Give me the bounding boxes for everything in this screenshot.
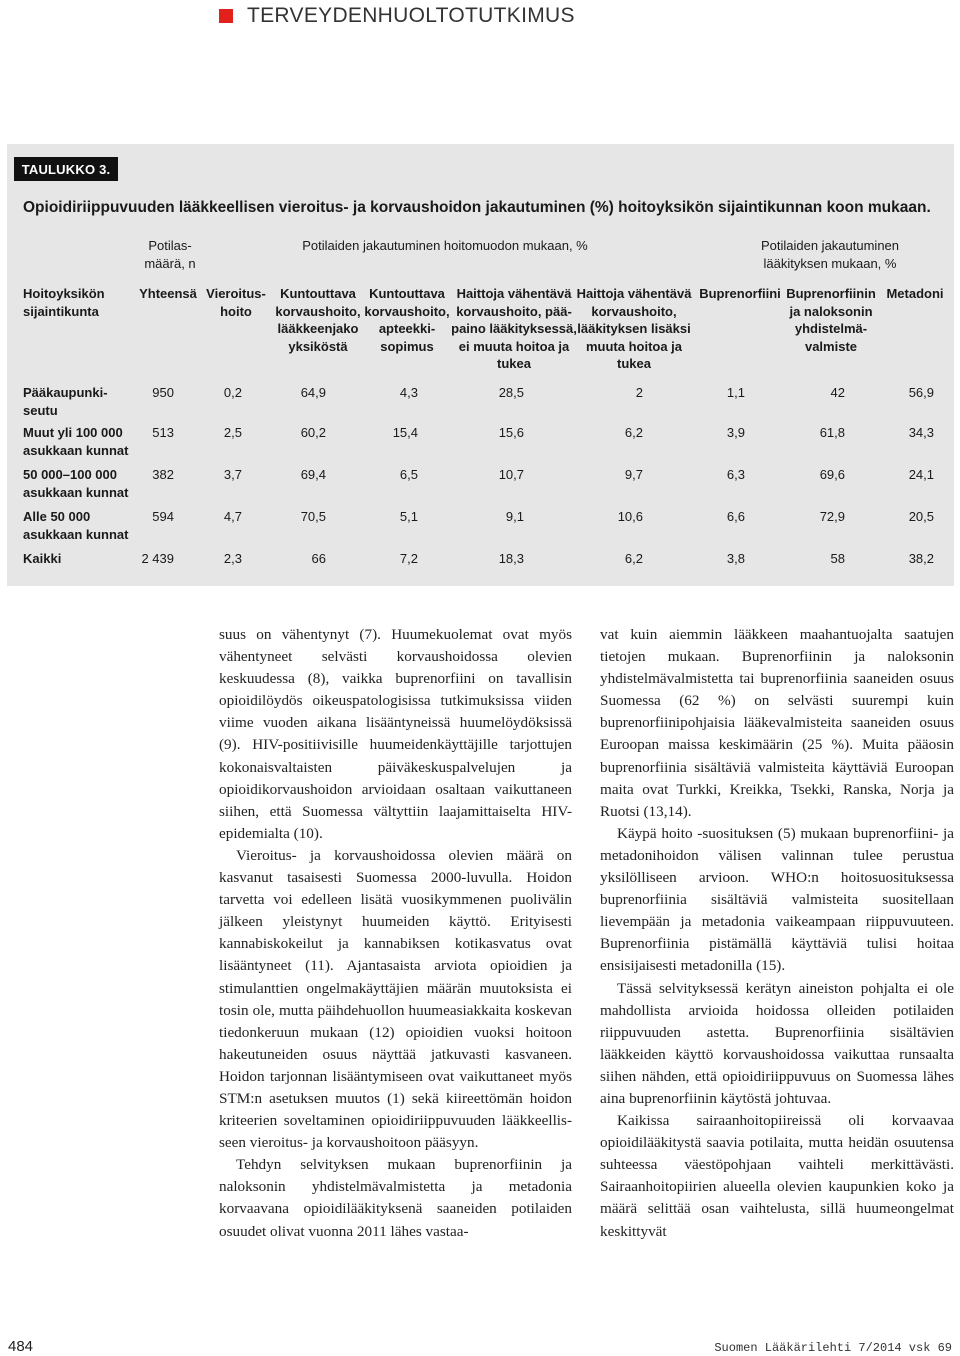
header-count: Potilas- määrä, n <box>144 238 196 271</box>
cell-detox: 2,5 <box>223 425 242 440</box>
row-label: Alle 50 000 asukkaan kunnat <box>23 509 129 542</box>
cell-buprenorphine: 6,6 <box>726 509 745 524</box>
cell-methadone: 34,3 <box>908 425 934 440</box>
cell-detox: 2,3 <box>223 551 242 566</box>
cell-methadone: 56,9 <box>908 385 934 400</box>
section-marker-icon <box>219 9 233 23</box>
cell-buprenorphine-naloxone: 58 <box>830 551 845 566</box>
section-title: TERVEYDENHUOLTOTUTKIMUS <box>247 4 575 27</box>
cell-buprenorphine-naloxone: 72,9 <box>819 509 845 524</box>
cell-rehab-doctor: 70,5 <box>300 509 326 524</box>
cell-buprenorphine: 3,9 <box>726 425 745 440</box>
cell-detox: 0,2 <box>223 385 242 400</box>
cell-harm-other: 9,7 <box>624 467 643 482</box>
column-header-buprenorphine: Buprenorfiini <box>699 286 781 301</box>
column-header-rehab-doctor: Kuntouttava korvaushoito, lääkkeenjako yksiköstä <box>275 286 361 354</box>
column-header-harm-reduction-other: Haittoja vähentävä korvaushoito, lääkityksen lisäksi muuta hoitoa ja tukea <box>576 286 692 371</box>
table-title: Opioidiriippuvuuden lääkkeellisen vieroitus- ja korvaushoidon jakautuminen (%) hoitoyksikön sijaintikunnan koon mukaan. <box>23 199 931 216</box>
header-medication: Potilaiden jakautuminen lääkityksen mukaan, % <box>760 238 900 271</box>
cell-rehab-doctor: 64,9 <box>300 385 326 400</box>
cell-detox: 3,7 <box>223 467 242 482</box>
header-treatment: Potilaiden jakautuminen hoitomuodon mukaan, % <box>302 238 588 253</box>
cell-buprenorphine-naloxone: 69,6 <box>819 467 845 482</box>
cell-rehab-pharmacy: 15,4 <box>392 425 418 440</box>
cell-harm-other: 6,2 <box>624 551 643 566</box>
cell-harm-medication: 18,3 <box>498 551 524 566</box>
table-label: TAULUKKO 3. <box>14 157 118 181</box>
paragraph: Kaikissa sairaanhoitopiireissä oli korvaavaa opioidilääkitystä saavia potilaita, mutta heidän osuutensa suhteessa väestöpohjaan vaihteli merkittävästi. Sairaanhoitopiirien alueella olevien kaupunkien koko ja määrä selittää osan vaihtelusta, sillä huumeongelmat keskittyvät <box>600 1112 954 1240</box>
cell-buprenorphine-naloxone: 42 <box>830 385 845 400</box>
cell-buprenorphine: 3,8 <box>726 551 745 566</box>
column-header-rehab-pharmacy: Kuntouttava korvaushoito, apteekki- sopimus <box>364 286 450 354</box>
article-column-right <box>600 624 954 1243</box>
row-label: Muut yli 100 000 asukkaan kunnat <box>23 425 129 458</box>
paragraph: vat kuin aiemmin lääkkeen maahantuojalta saatujen tietojen mukaan. Buprenorfiinin ja naloksonin yhdistelmävalmistetta tai buprenorfiinia saaneiden osuus Suomessa (62 %) on selvästi suurempi kuin buprenorfiinipohjaisia lääkevalmisteita saaneiden osuus Euroopan maissa keskimäärin (25 %). Muita pääosin buprenorfiinia sisältäviä valmisteita käyttäviä Euroopan maita ovat Turkki, Kreikka, Tsekki, Ranska, Norja ja Ruotsi (13,14). <box>600 626 954 820</box>
article-column-left <box>219 624 572 1243</box>
cell-harm-other: 6,2 <box>624 425 643 440</box>
column-header-detox: Vieroitus- hoito <box>206 286 266 319</box>
paragraph: Vieroitus- ja korvaushoidossa olevien määrä on kasvanut tasaisesti Suomessa 2000-luvulla. Hoidon tarvetta voi edelleen lisätä vuosikymmenen puolivälin jälkeen yleistynyt huumeiden käyttö. Erityisesti kannabiskokeilut ja kannabiksen kotikasvatus ovat lisääntyneet (11). Ajantasaista arviota opioidien ja stimulanttien ongelmakäyttäjien määrän muutoksista ei tosin ole, mutta päihdehuollon huumeasiakkaita koskevan tiedonkeruun mukaan (12) opioidien vuoksi hoitoon hakeutuneiden osuus näyttää jatkuvasti kasvaneen. Hoidon tarjonnan lisääntymiseen ovat vaikuttaneet myös STM:n asetuksen muutos (1) sekä kiireettömän hoidon kriteerien soveltaminen opioidiriippuvuuden lääkkeellis-seen vieroitus- ja korvaushoitoon pääsyyn. <box>219 846 572 1152</box>
cell-rehab-pharmacy: 7,2 <box>399 551 418 566</box>
cell-rehab-pharmacy: 6,5 <box>399 467 418 482</box>
cell-total: 950 <box>152 385 174 400</box>
cell-methadone: 24,1 <box>908 467 934 482</box>
cell-rehab-doctor: 69,4 <box>300 467 326 482</box>
paragraph: Käypä hoito -suosituksen (5) mukaan buprenorfiini- ja metadonihoidon välisen valinnan tulee perustua yksilölliseen arvioon. WHO:n hoitosuosituksessa buprenorfiinia sisältäviä valmisteita suositellaan lievempään ja metadonia vaikeampaan riippuvuuteen. Buprenorfiinia pistämällä käyttäviä tulisi hoitaa ensisijaisesti metadonilla (15). <box>600 824 954 975</box>
journal-footer: Suomen Lääkärilehti 7/2014 vsk 69 <box>714 1341 952 1355</box>
cell-rehab-doctor: 60,2 <box>300 425 326 440</box>
cell-rehab-pharmacy: 4,3 <box>399 385 418 400</box>
paragraph: Tehdyn selvityksen mukaan buprenorfiinin ja naloksonin yhdistelmävalmistetta ja metadonia korvaavana opioidilääkityksenä saaneiden potilaiden osuudet olivat vuonna 2011 lähes vastaa- <box>219 1156 572 1240</box>
column-header-total: Yhteensä <box>139 286 197 301</box>
paragraph: suus on vähentynyt (7). Huumekuolemat ovat myös vähentyneet selvästi korvaushoidossa olevien keskuudessa (8), vaikka buprenorfiini on tavallisin opioidilöydös oikeuspatologisissa tutkimuksissa viiden viime vuoden aikana lisääntyneissä huumelöydöksissä (9). HIV-positiivisille huumeidenkäyttäjille tarjottujen kokonaisvaltaisten päiväkeskuspalvelujen ja opioidikorvaushoidon arvioidaan osaltaan vaikuttaneen siihen, että Suomessa vältyttiin laajamittaiselta HIV-epidemialta (10). <box>219 626 572 842</box>
cell-buprenorphine: 1,1 <box>726 385 745 400</box>
cell-detox: 4,7 <box>223 509 242 524</box>
cell-buprenorphine-naloxone: 61,8 <box>819 425 845 440</box>
cell-buprenorphine: 6,3 <box>726 467 745 482</box>
cell-harm-other: 10,6 <box>617 509 643 524</box>
cell-total: 2 439 <box>141 551 174 566</box>
column-header-methadone: Metadoni <box>886 286 944 301</box>
cell-total: 382 <box>152 467 174 482</box>
page-number: 484 <box>8 1338 34 1355</box>
cell-harm-medication: 15,6 <box>498 425 524 440</box>
cell-methadone: 38,2 <box>908 551 934 566</box>
row-label: 50 000–100 000 asukkaan kunnat <box>23 467 129 500</box>
cell-total: 594 <box>152 509 174 524</box>
column-header-buprenorphine-naloxone: Buprenorfiinin ja naloksonin yhdistelmä- valmiste <box>786 286 876 354</box>
cell-rehab-doctor: 66 <box>311 551 326 566</box>
cell-harm-medication: 28,5 <box>498 385 524 400</box>
column-header-harm-reduction-medication: Haittoja vähentävä korvaushoito, pää- paino lääkityksessä, ei muuta hoitoa ja tukea <box>451 286 577 371</box>
cell-methadone: 20,5 <box>908 509 934 524</box>
cell-total: 513 <box>152 425 174 440</box>
cell-harm-medication: 9,1 <box>505 509 524 524</box>
section-header <box>219 4 575 28</box>
column-header-location: Hoitoyksikön sijaintikunta <box>23 286 105 319</box>
row-label: Kaikki <box>23 551 62 566</box>
cell-harm-other: 2 <box>635 385 643 400</box>
row-label: Pääkaupunki- seutu <box>23 385 108 418</box>
paragraph: Tässä selvityksessä kerätyn aineiston pohjalta ei ole mahdollista arvioida hoidossa olleiden potilaiden riippuvuuden astetta. Buprenorfiinia sisältävien lääkkeiden käyttö korvaushoidossa vaikuttaa runsaalta siihen nähden, että opioidiriippuvuus on Suomessa lähes aina buprenorfiinin käytöstä johtuvaa. <box>600 979 954 1107</box>
cell-harm-medication: 10,7 <box>498 467 524 482</box>
cell-rehab-pharmacy: 5,1 <box>399 509 418 524</box>
